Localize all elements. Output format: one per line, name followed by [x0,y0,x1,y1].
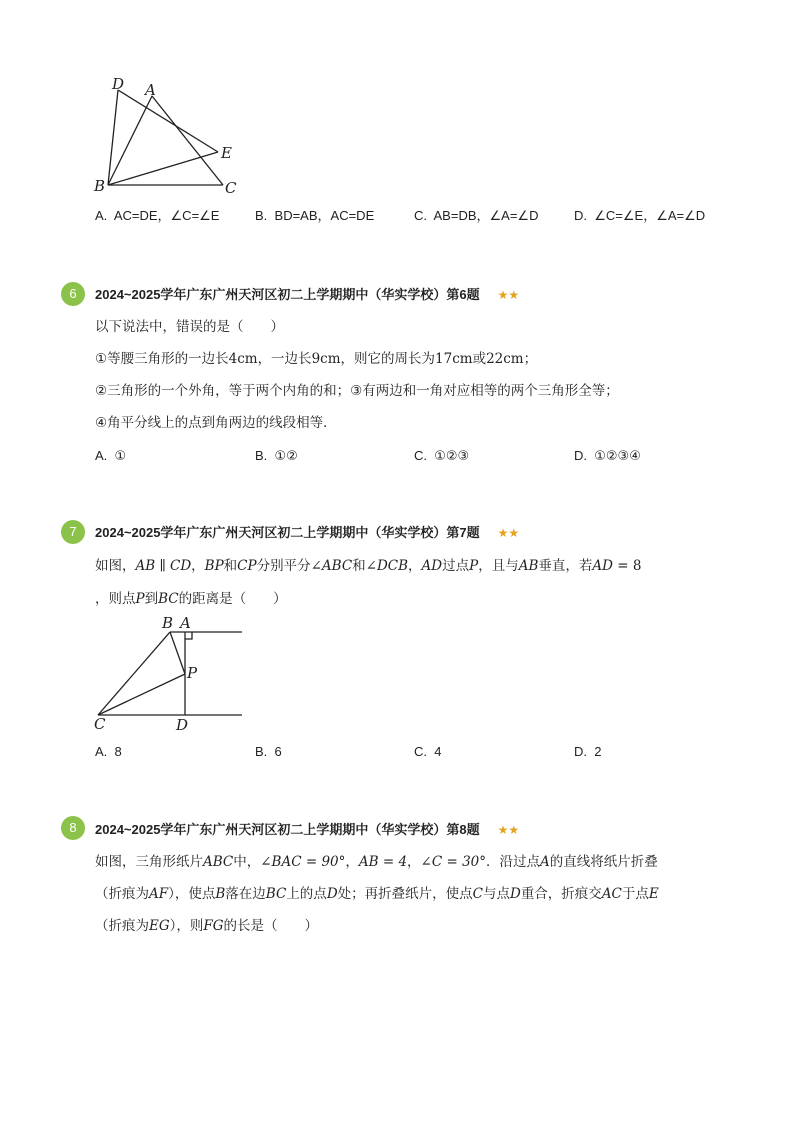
option-text: AB=DB，∠A=∠D [433,208,539,223]
option-d[interactable] [574,447,641,465]
question-stem-line-1: 如图，AB ∥ CD，BP和CP分别平分∠ABC和∠DCB，AD过点P，且与AB垂直，若AD = 8 [95,558,642,574]
question-header [95,523,519,543]
option-letter: D. [574,208,587,223]
question-header [95,820,519,840]
option-a[interactable] [95,447,126,465]
option-letter: A. [95,744,108,759]
option-text: ①②③④ [594,448,641,463]
source-title: 2024~2025学年广东广州天河区初二上学期期中（华实学校）第7题 [95,525,480,540]
option-letter: C. [414,448,427,463]
option-a[interactable] [95,207,219,225]
source-title: 2024~2025学年广东广州天河区初二上学期期中（华实学校）第8题 [95,822,480,837]
option-text: AC=DE，∠C=∠E [113,208,220,223]
option-c[interactable] [414,743,441,761]
parallel-lines-figure-q7 [90,612,250,736]
difficulty-stars: ★★ [497,823,520,837]
option-letter: C. [414,208,427,223]
question-stem-line-2: （折痕为AF），使点B落在边BC上的点D处；再折叠纸片，使点C与点D重合，折痕交AC于点E [95,886,659,902]
question-header [95,285,519,305]
option-b[interactable] [255,447,298,465]
option-text: 4 [434,744,442,759]
label-d: D [112,75,125,93]
option-letter: D. [574,744,587,759]
option-text: ①②③ [434,448,470,463]
option-text: ①② [274,448,298,463]
option-a[interactable] [95,743,122,761]
question-stem: 以下说法中，错误的是（ ） [95,319,284,334]
label-c: C [94,715,106,733]
question-stem-line-2: ，则点P到BC的距离是（ ） [95,591,287,607]
option-d[interactable] [574,743,601,761]
question-stem-line-1: 如图，三角形纸片ABC中，∠BAC = 90°，AB = 4，∠C = 30°．沿过点A的直线将纸片折叠 [95,854,658,870]
label-b: B [162,614,174,632]
option-text: 8 [114,744,122,759]
question-number-badge: 6 [61,282,85,306]
option-letter: A. [95,448,108,463]
option-text: ∠C=∠E，∠A=∠D [594,208,706,223]
option-text: 6 [274,744,282,759]
statement-2-3: ②三角形的一个外角，等于两个内角的和；③有两边和一角对应相等的两个三角形全等； [95,383,619,398]
statement-4: ④角平分线上的点到角两边的线段相等． [95,415,337,430]
option-b[interactable] [255,207,374,225]
option-text: ① [114,448,127,463]
question-number-badge: 8 [61,816,85,840]
option-letter: C. [414,744,427,759]
option-b[interactable] [255,743,282,761]
option-c[interactable] [414,447,469,465]
difficulty-stars: ★★ [497,288,520,302]
label-b: B [94,177,106,195]
option-letter: B. [255,208,268,223]
option-text: BD=AB，AC=DE [274,208,375,223]
difficulty-stars: ★★ [497,526,520,540]
label-e: E [221,144,232,162]
label-a: A [145,81,156,99]
question-stem-line-3: （折痕为EG），则FG的长是（ ） [95,918,319,934]
statement-1: ①等腰三角形的一边长4cm，一边长9cm，则它的周长为17cm或22cm； [95,351,538,367]
question-number-badge: 7 [61,520,85,544]
label-c: C [225,179,237,197]
option-letter: D. [574,448,587,463]
option-letter: B. [255,448,268,463]
option-letter: B. [255,744,268,759]
label-a: A [180,614,191,632]
option-d[interactable] [574,207,705,225]
source-title: 2024~2025学年广东广州天河区初二上学期期中（华实学校）第6题 [95,287,480,302]
option-letter: A. [95,208,108,223]
option-text: 2 [594,744,602,759]
label-d: D [176,716,189,734]
triangle-figure-q5 [90,72,250,200]
option-c[interactable] [414,207,538,225]
label-p: P [187,664,198,682]
